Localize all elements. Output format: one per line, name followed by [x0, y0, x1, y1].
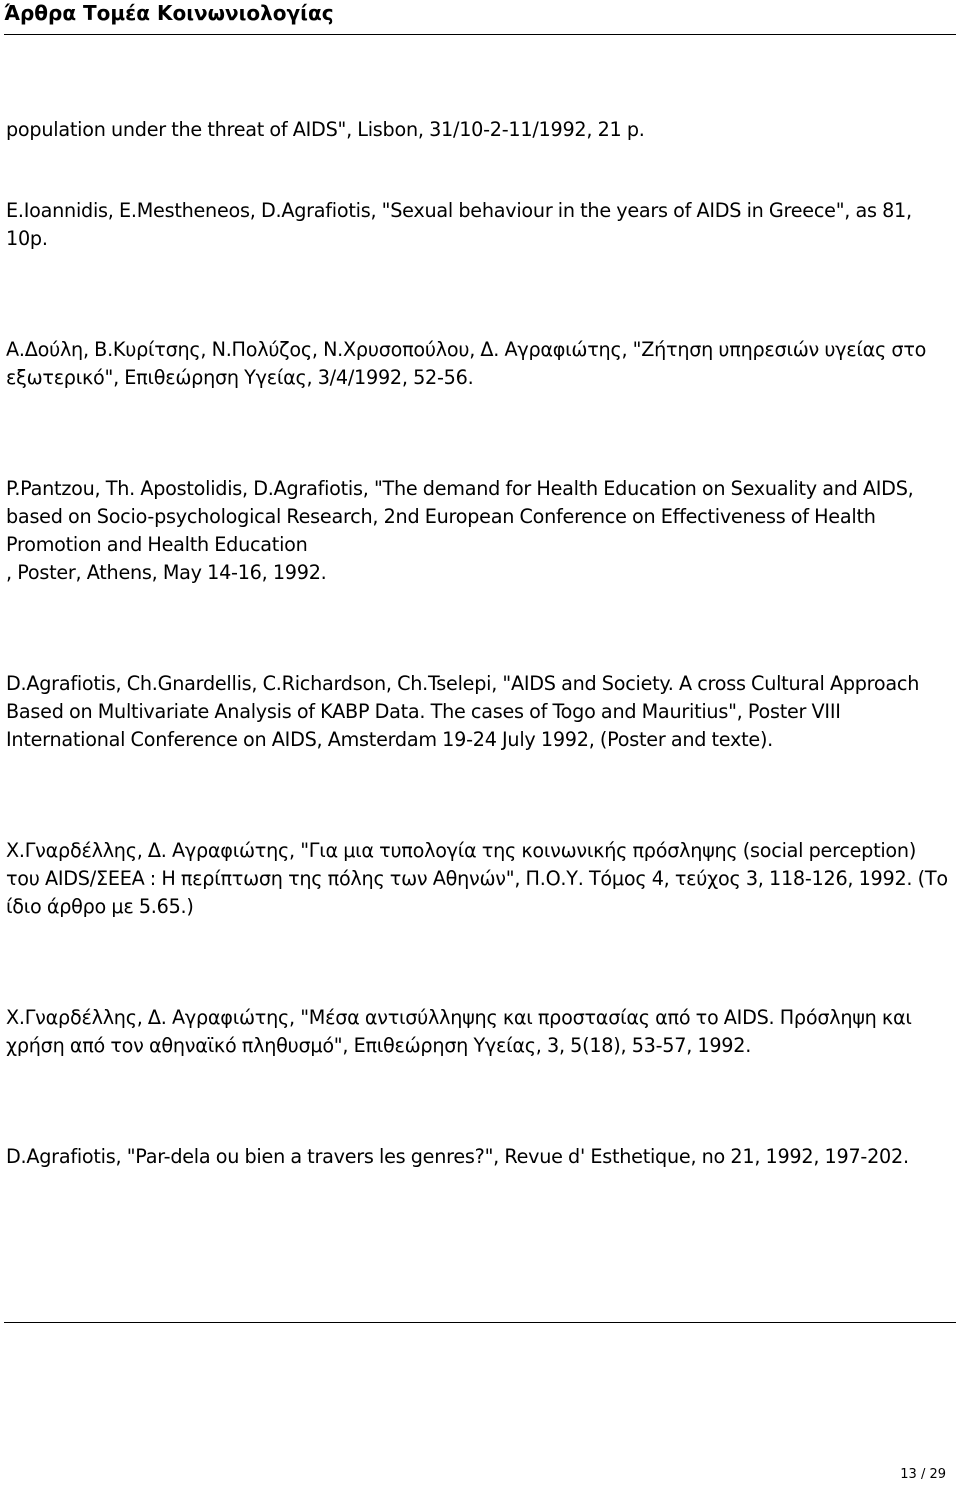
bibliography-entry: Χ.Γναρδέλλης, Δ. Αγραφιώτης, "Για μια τυπολογία της κοινωνικής πρόσληψης (social perception) του AIDS/ΣΕΕΑ : Η περίπτωση της πόλης των Αθηνών", Π.Ο.Υ. Τόμος 4, τεύχος 3, 118-126, 1992. (Το ίδιο άρθρο με 5.65.) [6, 839, 948, 918]
bibliography-entry: D.Agrafiotis, Ch.Gnardellis, C.Richardson, Ch.Tselepi, "AIDS and Society. A cross Cultural Approach Based on Multivariate Analysis of KABP Data. The cases of Togo and Mauritius", Poster VIII International Conference on AIDS, Amsterdam 19-24 July 1992, (Poster and texte). [6, 672, 920, 751]
header-divider [4, 34, 956, 35]
bibliography-entry: population under the threat of AIDS", Lisbon, 31/10-2-11/1992, 21 p. [6, 118, 645, 141]
footer-divider [4, 1322, 956, 1323]
page-title: Άρθρα Τομέα Κοινωνιολογίας [4, 1, 334, 25]
bibliography-entry: D.Agrafiotis, "Par-dela ou bien a travers les genres?", Revue d' Esthetique, no 21, 1992, 197-202. [6, 1145, 909, 1168]
bibliography-entry: Α.Δούλη, Β.Κυρίτσης, Ν.Πολύζος, Ν.Χρυσοπούλου, Δ. Αγραφιώτης, "Ζήτηση υπηρεσιών υγείας στο εξωτερικό", Επιθεώρηση Υγείας, 3/4/1992, 52-56. [6, 338, 927, 389]
page-number: 13 / 29 [900, 1467, 946, 1482]
bibliography-entry: P.Pantzou, Th. Apostolidis, D.Agrafiotis, "The demand for Health Education on Sexuality and AIDS, based on Socio-psychological Research, 2nd European Conference on Effectiveness of Health Promotion and Health Education [6, 477, 914, 556]
bibliography-list [6, 116, 951, 1171]
bibliography-entry: E.Ioannidis, E.Mestheneos, D.Agrafiotis, "Sexual behaviour in the years of AIDS in Greece", as 81, 10p. [6, 199, 912, 250]
bibliography-entry-continuation: , Poster, Athens, May 14-16, 1992. [6, 561, 327, 584]
bibliography-entry: Χ.Γναρδέλλης, Δ. Αγραφιώτης, "Μέσα αντισύλληψης και προστασίας από το AIDS. Πρόσληψη και χρήση από τον αθηναϊκό πληθυσμό", Επιθεώρηση Υγείας, 3, 5(18), 53-57, 1992. [6, 1006, 912, 1057]
